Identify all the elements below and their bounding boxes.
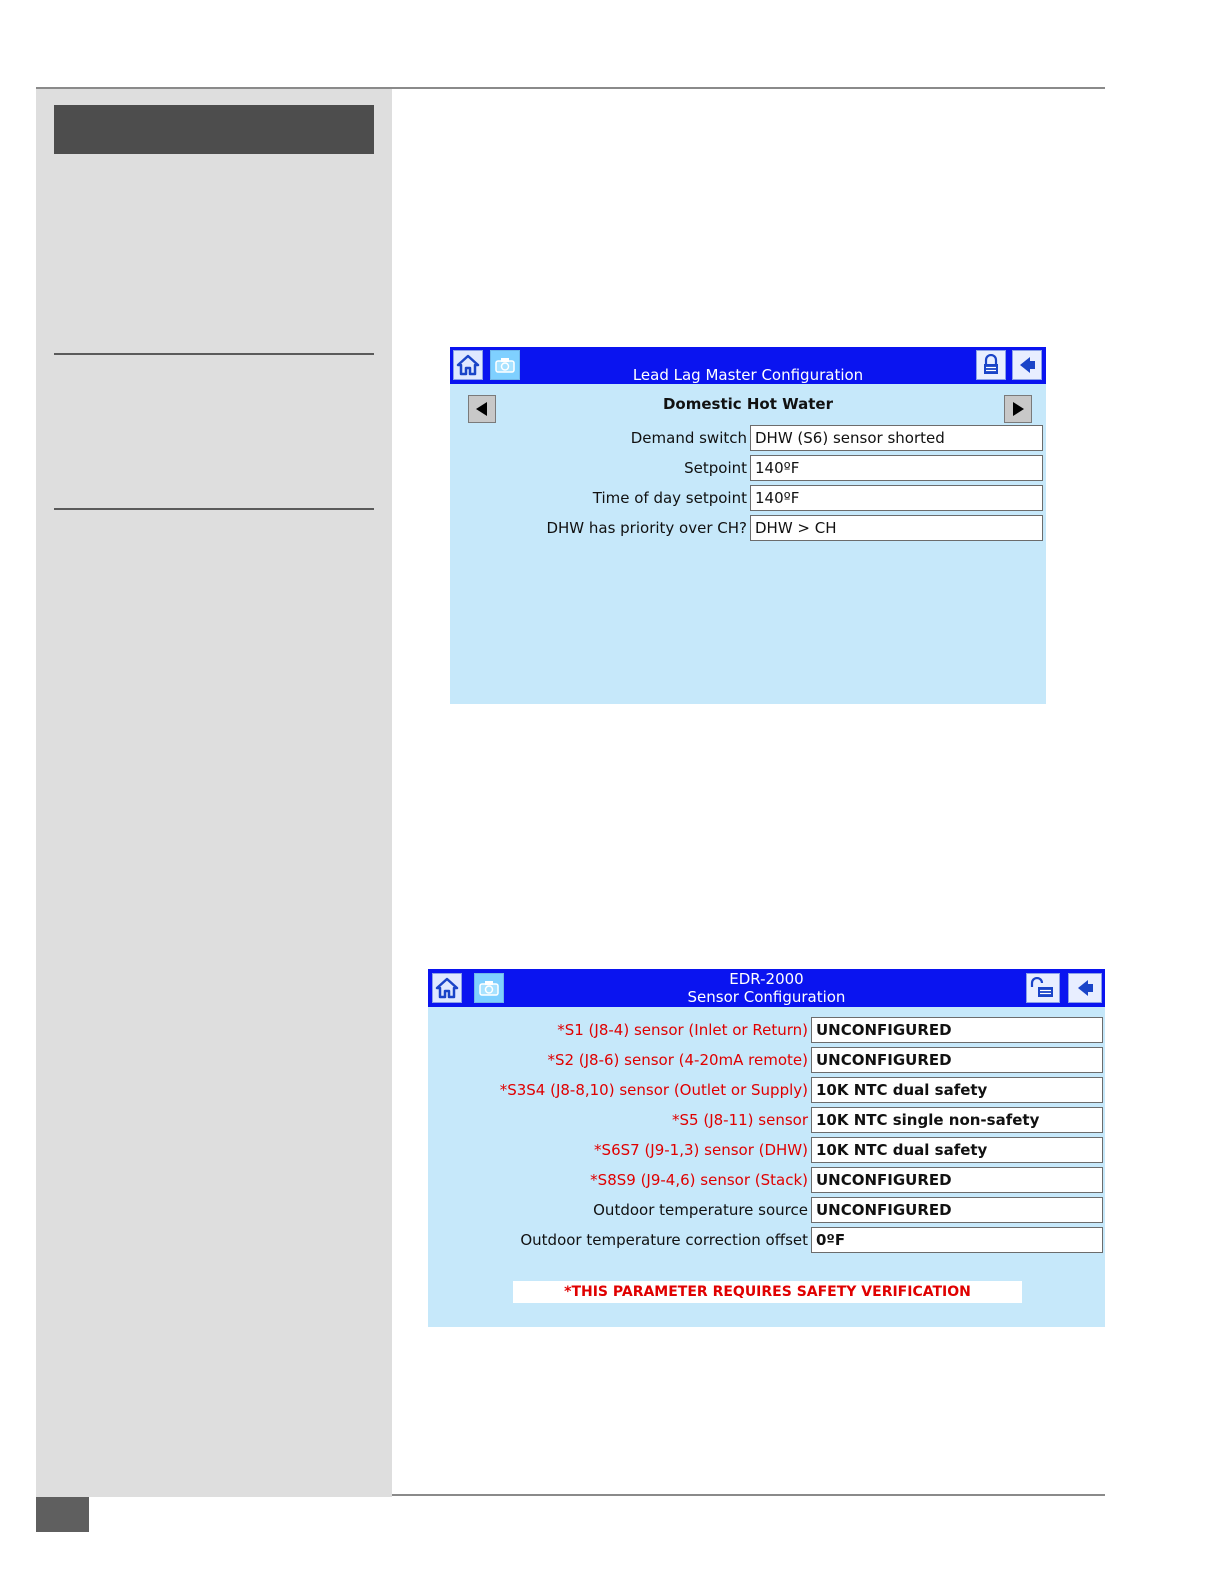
time-of-day-setpoint-field[interactable]: 140ºF [750,485,1043,511]
field-row [428,1197,1105,1223]
s1-sensor-field[interactable]: UNCONFIGURED [811,1017,1103,1043]
field-row [428,1137,1105,1163]
field-label: *S8S9 (J9-4,6) sensor (Stack) [590,1171,808,1189]
field-row [428,1047,1105,1073]
field-row [428,1017,1105,1043]
outdoor-temp-offset-field[interactable]: 0ºF [811,1227,1103,1253]
field-label: *S2 (J8-6) sensor (4-20mA remote) [547,1051,808,1069]
back-button[interactable] [1068,973,1102,1003]
sidebar-header [54,105,374,154]
next-page-button[interactable] [1004,395,1032,423]
unlock-icon [1030,977,1056,999]
back-icon [1074,977,1096,999]
outdoor-temp-source-field[interactable]: UNCONFIGURED [811,1197,1103,1223]
field-row [450,455,1046,481]
field-row [428,1077,1105,1103]
field-label: Time of day setpoint [592,489,747,507]
field-label: *S5 (J8-11) sensor [672,1111,808,1129]
title-bar [450,347,1046,384]
field-label: *S3S4 (J8-8,10) sensor (Outlet or Supply) [499,1081,808,1099]
screen-title: Sensor Configuration [687,988,846,1006]
right-arrow-icon [1010,401,1026,417]
field-label: DHW has priority over CH? [546,519,747,537]
page-number-tab [36,1497,89,1532]
sidebar [36,89,392,1497]
back-button[interactable] [1012,350,1042,380]
safety-warning: *THIS PARAMETER REQUIRES SAFETY VERIFICATION [513,1281,1022,1303]
lock-button[interactable] [976,350,1006,380]
screen-title: Lead Lag Master Configuration [632,366,864,384]
field-row [450,485,1046,511]
dhw-priority-field[interactable]: DHW > CH [750,515,1043,541]
s6s7-sensor-field[interactable]: 10K NTC dual safety [811,1137,1103,1163]
lead-lag-config-screen [450,347,1046,704]
field-label: *S1 (J8-4) sensor (Inlet or Return) [557,1021,808,1039]
lock-icon [981,354,1001,376]
s2-sensor-field[interactable]: UNCONFIGURED [811,1047,1103,1073]
field-row [450,425,1046,451]
setpoint-field[interactable]: 140ºF [750,455,1043,481]
sidebar-divider [54,508,374,510]
section-title: Domestic Hot Water [662,395,834,413]
title-bar [428,969,1105,1007]
field-label: Outdoor temperature source [593,1201,808,1219]
field-row [428,1107,1105,1133]
s5-sensor-field[interactable]: 10K NTC single non-safety [811,1107,1103,1133]
sidebar-divider [54,353,374,355]
device-name: EDR-2000 [729,970,804,988]
field-row [450,515,1046,541]
field-label: Outdoor temperature correction offset [520,1231,808,1249]
field-row [428,1167,1105,1193]
field-label: *S6S7 (J9-1,3) sensor (DHW) [594,1141,808,1159]
field-label: Setpoint [684,459,747,477]
s3s4-sensor-field[interactable]: 10K NTC dual safety [811,1077,1103,1103]
demand-switch-field[interactable]: DHW (S6) sensor shorted [750,425,1043,451]
field-label: Demand switch [630,429,747,447]
sensor-config-screen [428,969,1105,1327]
bottom-rule [392,1494,1105,1496]
s8s9-sensor-field[interactable]: UNCONFIGURED [811,1167,1103,1193]
unlock-button[interactable] [1026,973,1060,1003]
back-icon [1016,354,1038,376]
field-row [428,1227,1105,1253]
